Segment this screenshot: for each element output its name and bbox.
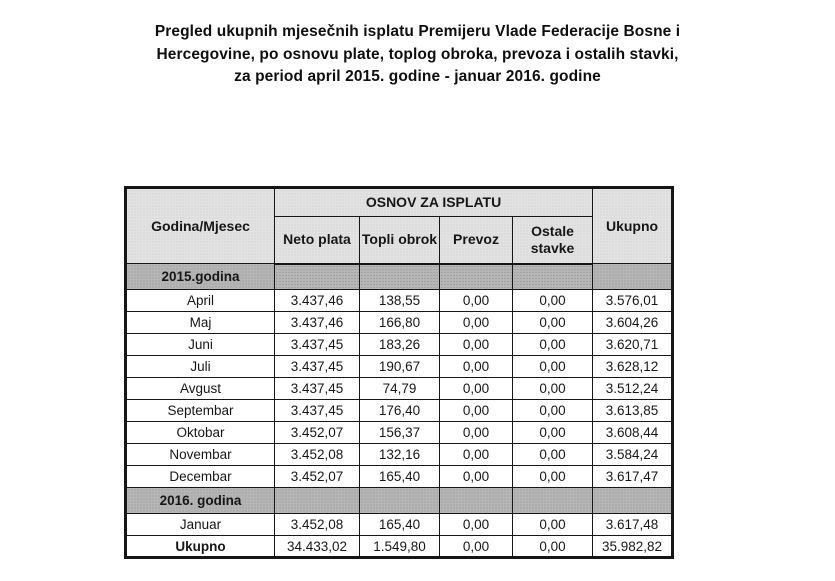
cell-prevoz: 0,00 (440, 312, 513, 334)
cell-neto-plata: 3.437,45 (275, 334, 360, 356)
section-row-2015 (126, 264, 673, 290)
header-prevoz: Prevoz (440, 217, 513, 264)
header-total-col: Ukupno (593, 188, 673, 264)
total-ukupno: 35.982,82 (593, 536, 673, 558)
table-row (126, 290, 673, 312)
cell-prevoz: 0,00 (440, 290, 513, 312)
cell-ostale-stavke: 0,00 (513, 356, 593, 378)
header-neto-plata: Neto plata (275, 217, 360, 264)
table-row (126, 514, 673, 536)
cell-neto-plata: 3.437,46 (275, 290, 360, 312)
cell-ostale-stavke: 0,00 (513, 466, 593, 488)
table-row (126, 312, 673, 334)
cell-month: Juli (126, 356, 275, 378)
cell-ostale-stavke: 0,00 (513, 312, 593, 334)
cell-prevoz: 0,00 (440, 334, 513, 356)
cell-month: Maj (126, 312, 275, 334)
cell-prevoz: 0,00 (440, 356, 513, 378)
table-row (126, 334, 673, 356)
section-empty-cell (440, 488, 513, 514)
cell-ostale-stavke: 0,00 (513, 400, 593, 422)
cell-ukupno: 3.628,12 (593, 356, 673, 378)
cell-topli-obrok: 165,40 (360, 514, 440, 536)
cell-month: Januar (126, 514, 275, 536)
section-empty-cell (275, 264, 360, 290)
section-empty-cell (360, 264, 440, 290)
cell-ostale-stavke: 0,00 (513, 378, 593, 400)
cell-topli-obrok: 138,55 (360, 290, 440, 312)
title-line-3: za period april 2015. godine - januar 2016. godine (234, 68, 601, 86)
cell-ostale-stavke: 0,00 (513, 514, 593, 536)
total-topli-obrok: 1.549,80 (360, 536, 440, 558)
header-group-row (126, 188, 673, 217)
cell-month: Oktobar (126, 422, 275, 444)
cell-topli-obrok: 132,16 (360, 444, 440, 466)
cell-neto-plata: 3.437,45 (275, 378, 360, 400)
cell-neto-plata: 3.437,45 (275, 356, 360, 378)
table-row (126, 356, 673, 378)
document-title (0, 21, 835, 89)
payments-table (124, 186, 674, 559)
section-empty-cell (593, 264, 673, 290)
cell-prevoz: 0,00 (440, 466, 513, 488)
section-empty-cell (593, 488, 673, 514)
cell-month: Novembar (126, 444, 275, 466)
cell-neto-plata: 3.452,07 (275, 422, 360, 444)
header-ostale-stavke: Ostale stavke (513, 217, 593, 264)
section-empty-cell (275, 488, 360, 514)
cell-neto-plata: 3.452,08 (275, 514, 360, 536)
cell-ukupno: 3.576,01 (593, 290, 673, 312)
cell-month: Juni (126, 334, 275, 356)
cell-prevoz: 0,00 (440, 514, 513, 536)
cell-neto-plata: 3.437,46 (275, 312, 360, 334)
cell-ukupno: 3.617,48 (593, 514, 673, 536)
total-label: Ukupno (126, 536, 275, 558)
table-row (126, 422, 673, 444)
cell-topli-obrok: 165,40 (360, 466, 440, 488)
table-row (126, 466, 673, 488)
header-group-osnov-za-isplatu: OSNOV ZA ISPLATU (275, 188, 593, 217)
cell-prevoz: 0,00 (440, 444, 513, 466)
header-topli-obrok: Topli obrok (360, 217, 440, 264)
cell-ostale-stavke: 0,00 (513, 422, 593, 444)
cell-topli-obrok: 183,26 (360, 334, 440, 356)
total-ostale-stavke: 0,00 (513, 536, 593, 558)
cell-topli-obrok: 166,80 (360, 312, 440, 334)
cell-prevoz: 0,00 (440, 422, 513, 444)
cell-ostale-stavke: 0,00 (513, 444, 593, 466)
header-month-col: Godina/Mjesec (126, 188, 275, 264)
title-line-1: Pregled ukupnih mjesečnih isplatu Premijeru Vlade Federacije Bosne i (154, 23, 681, 40)
section-row-2016 (126, 488, 673, 514)
cell-neto-plata: 3.452,07 (275, 466, 360, 488)
cell-ukupno: 3.512,24 (593, 378, 673, 400)
total-row (126, 536, 673, 558)
cell-ukupno: 3.584,24 (593, 444, 673, 466)
cell-ostale-stavke: 0,00 (513, 334, 593, 356)
cell-topli-obrok: 74,79 (360, 378, 440, 400)
cell-topli-obrok: 156,37 (360, 422, 440, 444)
cell-neto-plata: 3.437,45 (275, 400, 360, 422)
table-row (126, 444, 673, 466)
section-empty-cell (360, 488, 440, 514)
cell-prevoz: 0,00 (440, 400, 513, 422)
section-label-2016: 2016. godina (126, 488, 275, 514)
cell-month: Decembar (126, 466, 275, 488)
cell-ostale-stavke: 0,00 (513, 290, 593, 312)
title-line-2: Hercegovine, po osnovu plate, toplog obroka, prevoza i ostalih stavki, (156, 45, 679, 63)
cell-month: Septembar (126, 400, 275, 422)
cell-ukupno: 3.620,71 (593, 334, 673, 356)
section-empty-cell (513, 488, 593, 514)
total-neto-plata: 34.433,02 (275, 536, 360, 558)
total-prevoz: 0,00 (440, 536, 513, 558)
cell-ukupno: 3.608,44 (593, 422, 673, 444)
cell-topli-obrok: 176,40 (360, 400, 440, 422)
section-label-2015: 2015.godina (126, 264, 275, 290)
cell-month: Avgust (126, 378, 275, 400)
cell-ukupno: 3.604,26 (593, 312, 673, 334)
table-row (126, 400, 673, 422)
cell-neto-plata: 3.452,08 (275, 444, 360, 466)
cell-prevoz: 0,00 (440, 378, 513, 400)
section-empty-cell (440, 264, 513, 290)
section-empty-cell (513, 264, 593, 290)
table-row (126, 378, 673, 400)
cell-topli-obrok: 190,67 (360, 356, 440, 378)
cell-month: April (126, 290, 275, 312)
cell-ukupno: 3.617,47 (593, 466, 673, 488)
cell-ukupno: 3.613,85 (593, 400, 673, 422)
